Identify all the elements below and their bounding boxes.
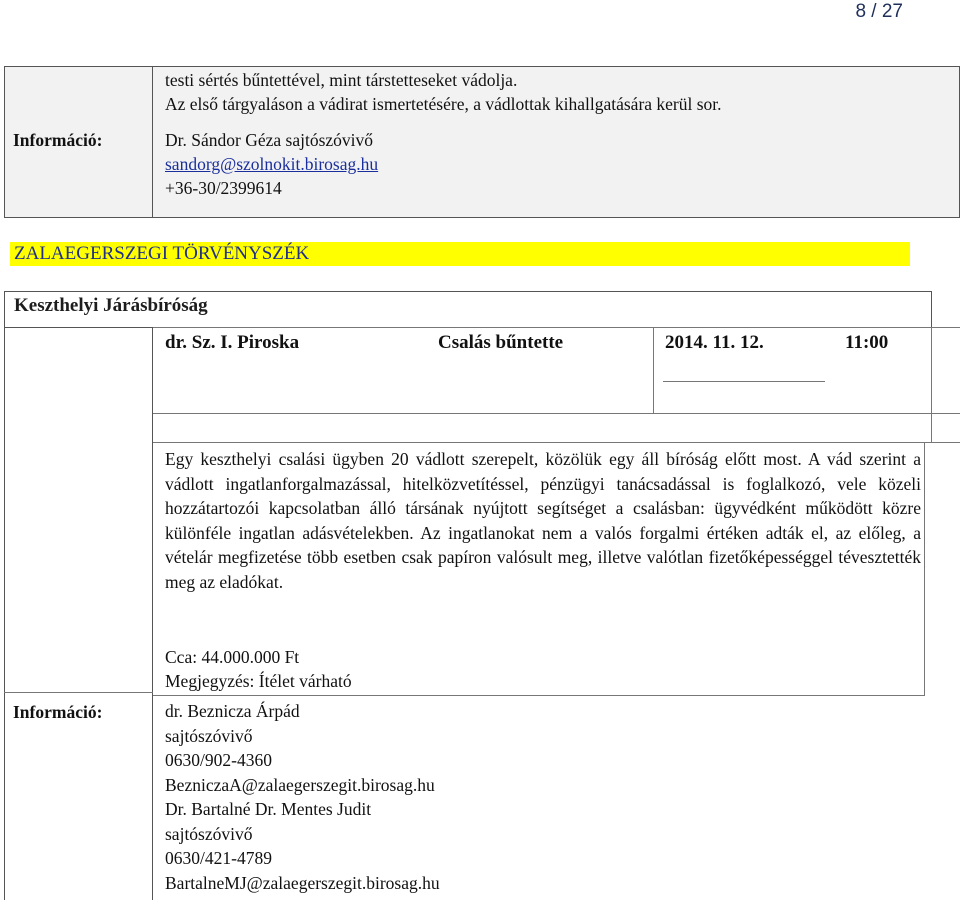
contact-line: 0630/421-4789	[165, 848, 272, 868]
prev-case-text-line-1: testi sértés bűntettével, mint társtetteseket vádolja.	[165, 70, 518, 90]
case-row-divider-2	[931, 327, 932, 414]
page-number: 8 / 27	[855, 1, 903, 22]
contact-line: sajtószóvivő	[165, 823, 253, 844]
court-name: ZALAEGERSZEGI TÖRVÉNYSZÉK	[10, 242, 910, 266]
date-underline	[663, 381, 825, 382]
case-time: 11:00	[845, 332, 889, 353]
case-row-bottom-border	[153, 413, 960, 414]
prev-case-text-line-2: Az első tárgyaláson a vádirat ismertetésére, a vádlottak kihallgatására kerül sor.	[165, 94, 722, 114]
case-left-column	[4, 327, 153, 900]
note-right-border	[924, 443, 925, 696]
description-divider	[931, 414, 932, 443]
contact-line: dr. Beznicza Árpád	[165, 701, 300, 721]
contact-line: 0630/902-4360	[165, 750, 272, 770]
prev-contact-email-link[interactable]: sandorg@szolnokit.birosag.hu	[165, 154, 379, 174]
case-title: Csalás bűntette	[438, 332, 564, 353]
case-row-top-border	[153, 327, 960, 328]
case-info-label: Információ:	[13, 702, 103, 722]
case-row-divider	[653, 327, 654, 414]
case-judge: dr. Sz. I. Piroska	[165, 332, 300, 353]
description-top-border	[153, 442, 960, 443]
contact-line: Dr. Bartalné Dr. Mentes Judit	[165, 799, 372, 819]
prev-contact-phone: +36-30/2399614	[165, 178, 282, 198]
case-note: Megjegyzés: Ítélet várható	[165, 671, 352, 691]
district-name: Keszthelyi Járásbíróság	[14, 295, 208, 316]
prev-contact-name: Dr. Sándor Géza sajtószóvivő	[165, 130, 374, 150]
case-description: Egy keszthelyi csalási ügyben 20 vádlott szerepelt, közölük egy áll bíróság előtt most. A vád szerint a vádlott ingatlanforgalmazással, hitelközvetítéssel, pénzügyi tanácsadással is foglalkozó, vele közeli hozzátartozói kapcsolatban álló társának nyújtott segítséget a csalásban: ügyvédként működött közre különféle ingatlan adásvételekben. Az ingatlanokat nem a valós forgalmi értéken adták el, az előleg, a vételár megfizetése több esetben csak papíron valósult meg, illetve valótlan fizetőképességgel tévesztették meg az eladókat.	[165, 449, 921, 592]
contact-email[interactable]: BezniczaA@zalaegerszegit.birosag.hu	[165, 774, 435, 795]
case-amount: Cca: 44.000.000 Ft	[165, 647, 300, 667]
info-row-top-border	[4, 692, 153, 693]
contact-email[interactable]: BartalneMJ@zalaegerszegit.birosag.hu	[165, 872, 440, 893]
case-date: 2014. 11. 12.	[665, 332, 764, 353]
info-label: Információ:	[13, 130, 103, 150]
case-contacts	[165, 699, 440, 895]
contact-line: sajtószóvivő	[165, 725, 253, 746]
note-bottom-border	[153, 695, 925, 696]
